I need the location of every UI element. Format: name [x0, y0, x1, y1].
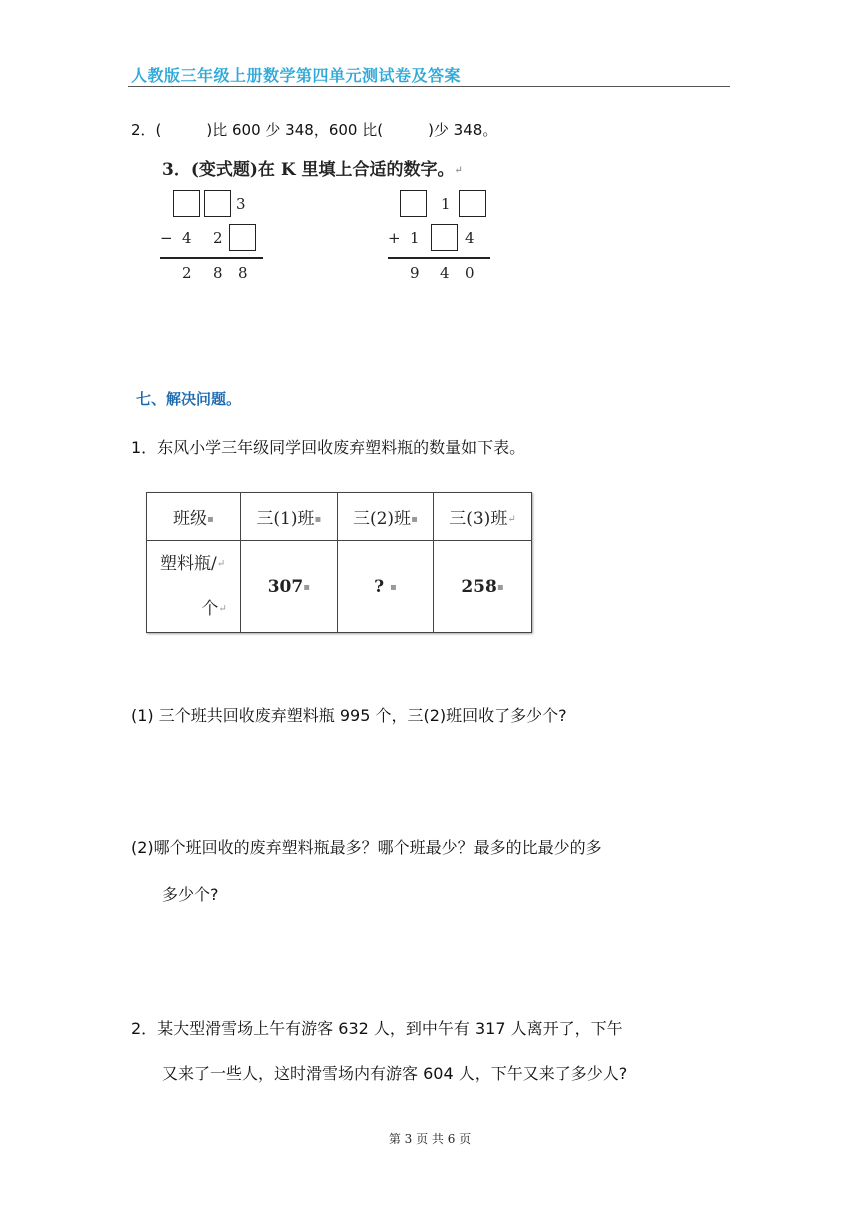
answer-box[interactable]: [229, 224, 256, 251]
header-divider: [128, 86, 730, 87]
table-header-row: [147, 493, 532, 541]
digit: 8: [213, 264, 223, 282]
problem-2-line2: 又来了一些人，这时滑雪场内有游客 604 人，下午又来了多少人?: [162, 1064, 628, 1083]
sum-line: [160, 257, 263, 259]
section-7-title: 七、解决问题。: [136, 390, 242, 408]
digit: 1: [410, 229, 420, 247]
table-header-cell: 三(1)班▪: [240, 493, 337, 541]
document-header-title: 人教版三年级上册数学第四单元测试卷及答案: [131, 66, 462, 85]
answer-box[interactable]: [431, 224, 458, 251]
digit: 8: [238, 264, 248, 282]
digit: 4: [182, 229, 192, 247]
problem-1-sub1: (1) 三个班共回收废弃塑料瓶 995 个，三(2)班回收了多少个?: [131, 706, 567, 725]
question-3-title: [162, 155, 463, 180]
answer-box[interactable]: [459, 190, 486, 217]
digit: 2: [213, 229, 223, 247]
digit: 1: [441, 195, 451, 213]
answer-box[interactable]: [173, 190, 200, 217]
answer-box[interactable]: [204, 190, 231, 217]
question-2-text: 2．( )比 600 少 348，600 比( )少 348。: [131, 121, 498, 139]
digit: 2: [182, 264, 192, 282]
digit: 4: [440, 264, 450, 282]
digit: 4: [465, 229, 475, 247]
digit: 0: [465, 264, 475, 282]
table-cell: 258▪: [433, 541, 531, 633]
table-header-cell: 三(3)班↵: [433, 493, 531, 541]
minus-sign: −: [160, 229, 173, 247]
table-row: [147, 541, 532, 633]
digit: 9: [410, 264, 420, 282]
plus-sign: +: [388, 229, 401, 247]
page-number-footer: 第 3 页 共 6 页: [388, 1132, 472, 1146]
table-header-cell: 班级▪: [147, 493, 241, 541]
problem-1-sub2-line2: 多少个?: [162, 885, 219, 904]
problem-1-sub2-line1: (2)哪个班回收的废弃塑料瓶最多？哪个班最少？最多的比最少的多: [131, 838, 602, 857]
digit: 3: [236, 195, 246, 213]
table-cell: ? ▪: [337, 541, 433, 633]
question-3-title-text: 3．(变式题)在 K 里填上合适的数字。: [162, 160, 455, 180]
problem-2-line1: 2．某大型滑雪场上午有游客 632 人，到中午有 317 人离开了，下午: [131, 1019, 623, 1038]
paragraph-mark-icon: ↵: [454, 165, 463, 176]
table-header-cell: 三(2)班▪: [337, 493, 433, 541]
table-cell: 307▪: [240, 541, 337, 633]
problem-1-intro: 1．东风小学三年级同学回收废弃塑料瓶的数量如下表。: [131, 438, 526, 457]
answer-box[interactable]: [400, 190, 427, 217]
sum-line: [388, 257, 490, 259]
bottle-table: [146, 492, 532, 633]
table-row-label: 塑料瓶/↵ 个↵: [147, 541, 241, 633]
